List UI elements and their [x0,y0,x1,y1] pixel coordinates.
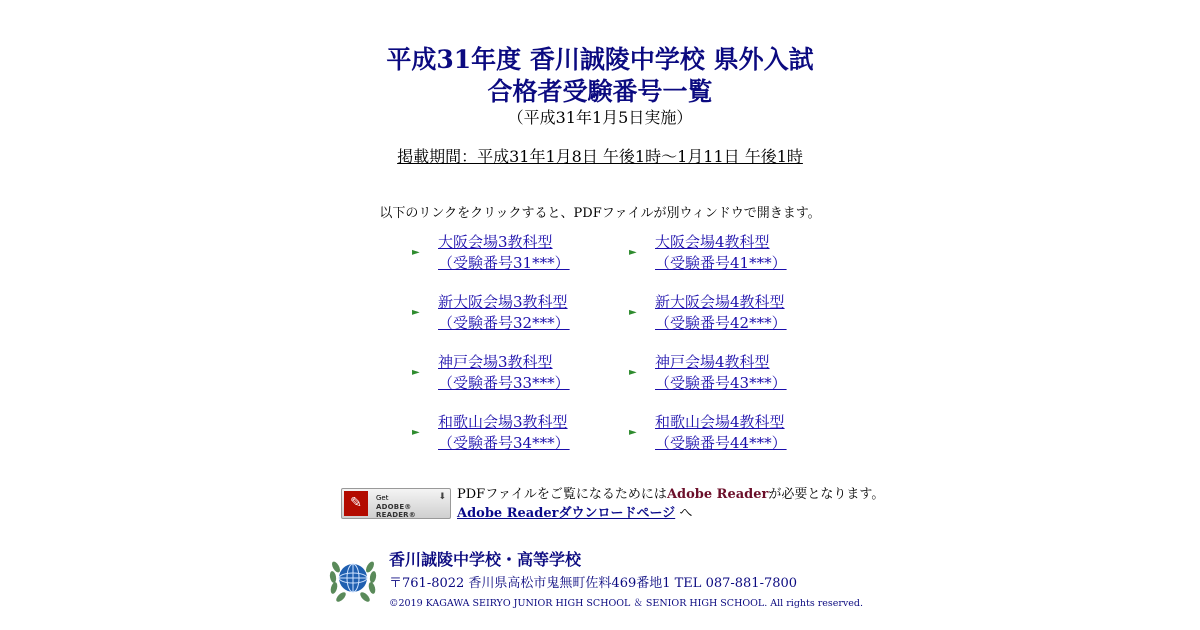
page-title-line2: 合格者受験番号一覧 [487,77,713,106]
link-venue: 神戸会場3教科型 [438,353,553,371]
download-suffix: へ [675,506,693,521]
badge-get-label: Get [376,494,389,502]
link-venue: 和歌山会場3教科型 [438,413,568,431]
link-range: （受験番号34***） [438,434,570,452]
school-emblem-icon [329,553,377,605]
school-address: 〒761-8022 香川県高松市鬼無町佐料469番地1 TEL 087-881-7800 [389,576,798,591]
right-triangle-icon: ► [629,247,637,258]
shin-osaka-3-subject-link[interactable] [438,292,570,334]
link-range: （受験番号42***） [655,314,787,332]
link-venue: 神戸会場4教科型 [655,353,770,371]
adobe-download-line [457,505,692,523]
intro-text: 以下のリンクをクリックすると、PDFファイルが別ウィンドウで開きます。 [379,206,821,221]
note-text-after: が必要となります。 [768,487,885,502]
copyright: ©2019 KAGAWA SEIRYO JUNIOR HIGH SCHOOL ＆ SENIOR HIGH SCHOOL. All rights reserved. [389,598,864,609]
result-link-item [622,232,822,276]
kobe-3-subject-link[interactable] [438,352,570,394]
right-triangle-icon: ► [412,427,420,438]
result-link-item [405,352,605,396]
adobe-product-name: Adobe Reader [666,487,769,502]
note-text-before: PDFファイルをご覧になるためには [457,487,667,502]
link-venue: 新大阪会場4教科型 [655,293,785,311]
adobe-download-link[interactable]: Adobe Readerダウンロードページ [457,506,676,521]
osaka-3-subject-link[interactable] [438,232,570,274]
right-triangle-icon: ► [412,367,420,378]
link-range: （受験番号44***） [655,434,787,452]
result-link-item [622,292,822,336]
get-adobe-reader-button[interactable] [341,488,451,519]
link-venue: 大阪会場3教科型 [438,233,553,251]
link-venue: 大阪会場4教科型 [655,233,770,251]
link-range: （受験番号31***） [438,254,570,272]
right-triangle-icon: ► [629,307,637,318]
right-triangle-icon: ► [629,427,637,438]
adobe-pdf-icon: ✎ [344,491,368,516]
result-link-item [405,232,605,276]
posting-period: 掲載期間：平成31年1月8日 午後1時～1月11日 午後1時 [397,147,803,166]
link-range: （受験番号32***） [438,314,570,332]
right-triangle-icon: ► [412,247,420,258]
link-range: （受験番号43***） [655,374,787,392]
kobe-4-subject-link[interactable] [655,352,787,394]
wakayama-3-subject-link[interactable] [438,412,570,454]
exam-date: （平成31年1月5日実施） [507,108,693,127]
link-venue: 新大阪会場3教科型 [438,293,568,311]
osaka-4-subject-link[interactable] [655,232,787,274]
result-link-item [405,292,605,336]
page-title-line1: 平成31年度 香川誠陵中学校 県外入試 [386,45,814,74]
download-arrow-icon: ⬇ [438,492,446,502]
link-range: （受験番号33***） [438,374,570,392]
shin-osaka-4-subject-link[interactable] [655,292,787,334]
result-link-item [622,352,822,396]
link-range: （受験番号41***） [655,254,787,272]
right-triangle-icon: ► [629,367,637,378]
school-name: 香川誠陵中学校・高等学校 [389,550,582,569]
wakayama-4-subject-link[interactable] [655,412,787,454]
badge-reader-label: ADOBE® READER® [376,503,416,519]
result-link-item [622,412,822,456]
link-venue: 和歌山会場4教科型 [655,413,785,431]
right-triangle-icon: ► [412,307,420,318]
adobe-required-note [457,486,884,504]
result-link-item [405,412,605,456]
